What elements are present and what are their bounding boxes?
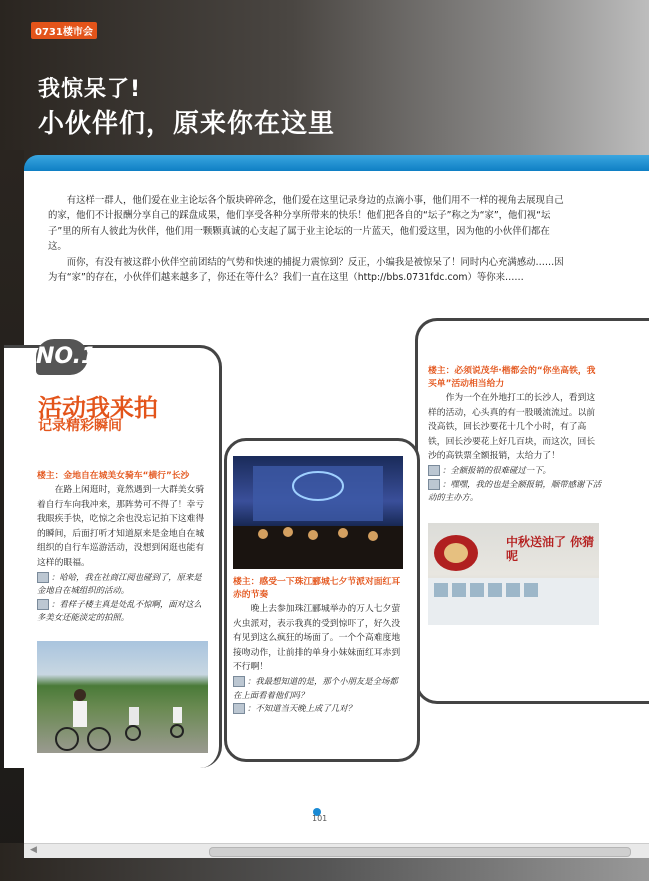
post-3-text: 作为一个在外地打工的长沙人，看到这样的活动，心头真的有一股暖流流过。以前没高铁，回长沙要花十几个小时，有了高铁，回长沙要花上好几百块，而这次，回长沙的高铁票全额报销，太给力了！	[428, 393, 596, 462]
post-2-body	[233, 602, 406, 675]
section-title: 活动我来拍	[38, 394, 158, 422]
logo-tag: 0731楼市会	[31, 22, 97, 39]
post-1-title: 楼主：金地自在城美女骑车“横行”长沙	[37, 471, 190, 481]
post-3	[428, 365, 602, 505]
post-1-reply-1	[37, 571, 209, 598]
post-1-body	[37, 483, 209, 571]
post-1-text: 在路上闲逛时，竟然遇到一大群美女骑着自行车向我冲来，那阵势可不得了！幸亏我眼疾手快，吃惊之余也没忘记拍下这难得的瞬间，后面打听才知道原来是金地自在城组织的自行车巡游活动，没想到闲逛也能有这样的眼福。	[37, 485, 205, 568]
section-subtitle: 记录精彩瞬间	[38, 418, 122, 434]
bike-riders-illustration	[37, 641, 208, 753]
reply-avatar-icon	[37, 572, 49, 583]
post-3-body	[428, 391, 602, 464]
post-2-title: 楼主：感受一下珠江郦城七夕节派对面红耳赤的节奏	[233, 577, 401, 600]
post-2-reply-1	[233, 675, 406, 702]
party-stage-illustration	[233, 456, 403, 569]
blue-band	[24, 155, 649, 171]
post-3-title: 楼主：必须说茂华·楷都会的“你坐高铁，我买单”活动相当给力	[428, 366, 596, 389]
intro-text	[48, 193, 568, 285]
reply-text: ：全额报销的很难碰过一下。	[442, 464, 551, 475]
headline-line2: 小伙伴们，原来你在这里	[38, 109, 336, 139]
post-3-reply-1	[428, 464, 602, 478]
booth-banner-text: 中秋送油了 你猜呢	[506, 535, 595, 563]
reply-text: ：我最想知道的是，那个小朋友是全场都在上面看着他们吗？	[233, 675, 398, 700]
reply-text: ：不知道当天晚上成了几对？	[247, 703, 356, 714]
reply-avatar-icon	[233, 676, 245, 687]
reply-text: ：嘿嘿，我的也是全额报销，顺带感谢下活动的主办方。	[428, 478, 602, 503]
post-3-reply-2	[428, 478, 602, 505]
post-2	[233, 576, 406, 716]
reply-avatar-icon	[428, 465, 440, 476]
reply-avatar-icon	[37, 599, 49, 610]
photo-night-party	[233, 456, 403, 569]
reply-text: ：哈哈，我在社商江阅也碰到了，原来是金地自在城组织的活动。	[37, 571, 202, 596]
section-badge: NO.1	[36, 339, 88, 375]
scroll-left-arrow-icon[interactable]: ◀	[30, 845, 37, 855]
post-1	[37, 470, 209, 625]
page-number: 101	[312, 814, 328, 823]
intro-paragraph-2: 而你，有没有被这群小伙伴空前团结的气势和快速的捕捉力震惊到？反正，小编我是被惊呆了！同时内心充满感动……因为有“家”的存在，小伙伴们越来越多了，你还在等什么？我们一直在这里（http://bbs.0731fdc.com）等你来……	[48, 256, 564, 284]
post-2-text: 晚上去参加珠江郦城举办的万人七夕萤火虫派对，表示我真的受到惊吓了，好久没有见到这么疯狂的场面了。一个个高难度地接吻动作，让前排的单身小妹妹面红耳赤到不行啊！	[233, 604, 401, 673]
reply-avatar-icon	[428, 479, 440, 490]
reply-avatar-icon	[233, 703, 245, 714]
post-1-reply-2	[37, 598, 209, 625]
post-2-reply-2	[233, 702, 406, 716]
intro-paragraph-1: 有这样一群人，他们爱在业主论坛各个版块碎碎念，他们爱在这里记录身边的点滴小事，他们用不一样的视角去展现自己的家，他们不计报酬分享自己的踩盘成果，他们享受各种分享所带来的快乐！他们把各自的“坛子”称之为“家”，他们视“坛子”里的所有人彼此为伙伴，他们用一颗颗真诚的心支起了属于业主论坛的一片蓝天，他们爱这里，因为他的小伙伴们都在这。	[48, 195, 564, 253]
horizontal-scrollbar[interactable]	[24, 843, 649, 858]
photo-bike-parade	[37, 641, 208, 753]
headline-line1: 我惊呆了!	[38, 77, 142, 102]
reply-text: ：看样子楼主真是处乱不惊啊，面对这么多美女还能淡定的拍照。	[37, 598, 202, 623]
scrollbar-thumb[interactable]	[209, 847, 631, 857]
photo-event-booth	[428, 523, 599, 625]
